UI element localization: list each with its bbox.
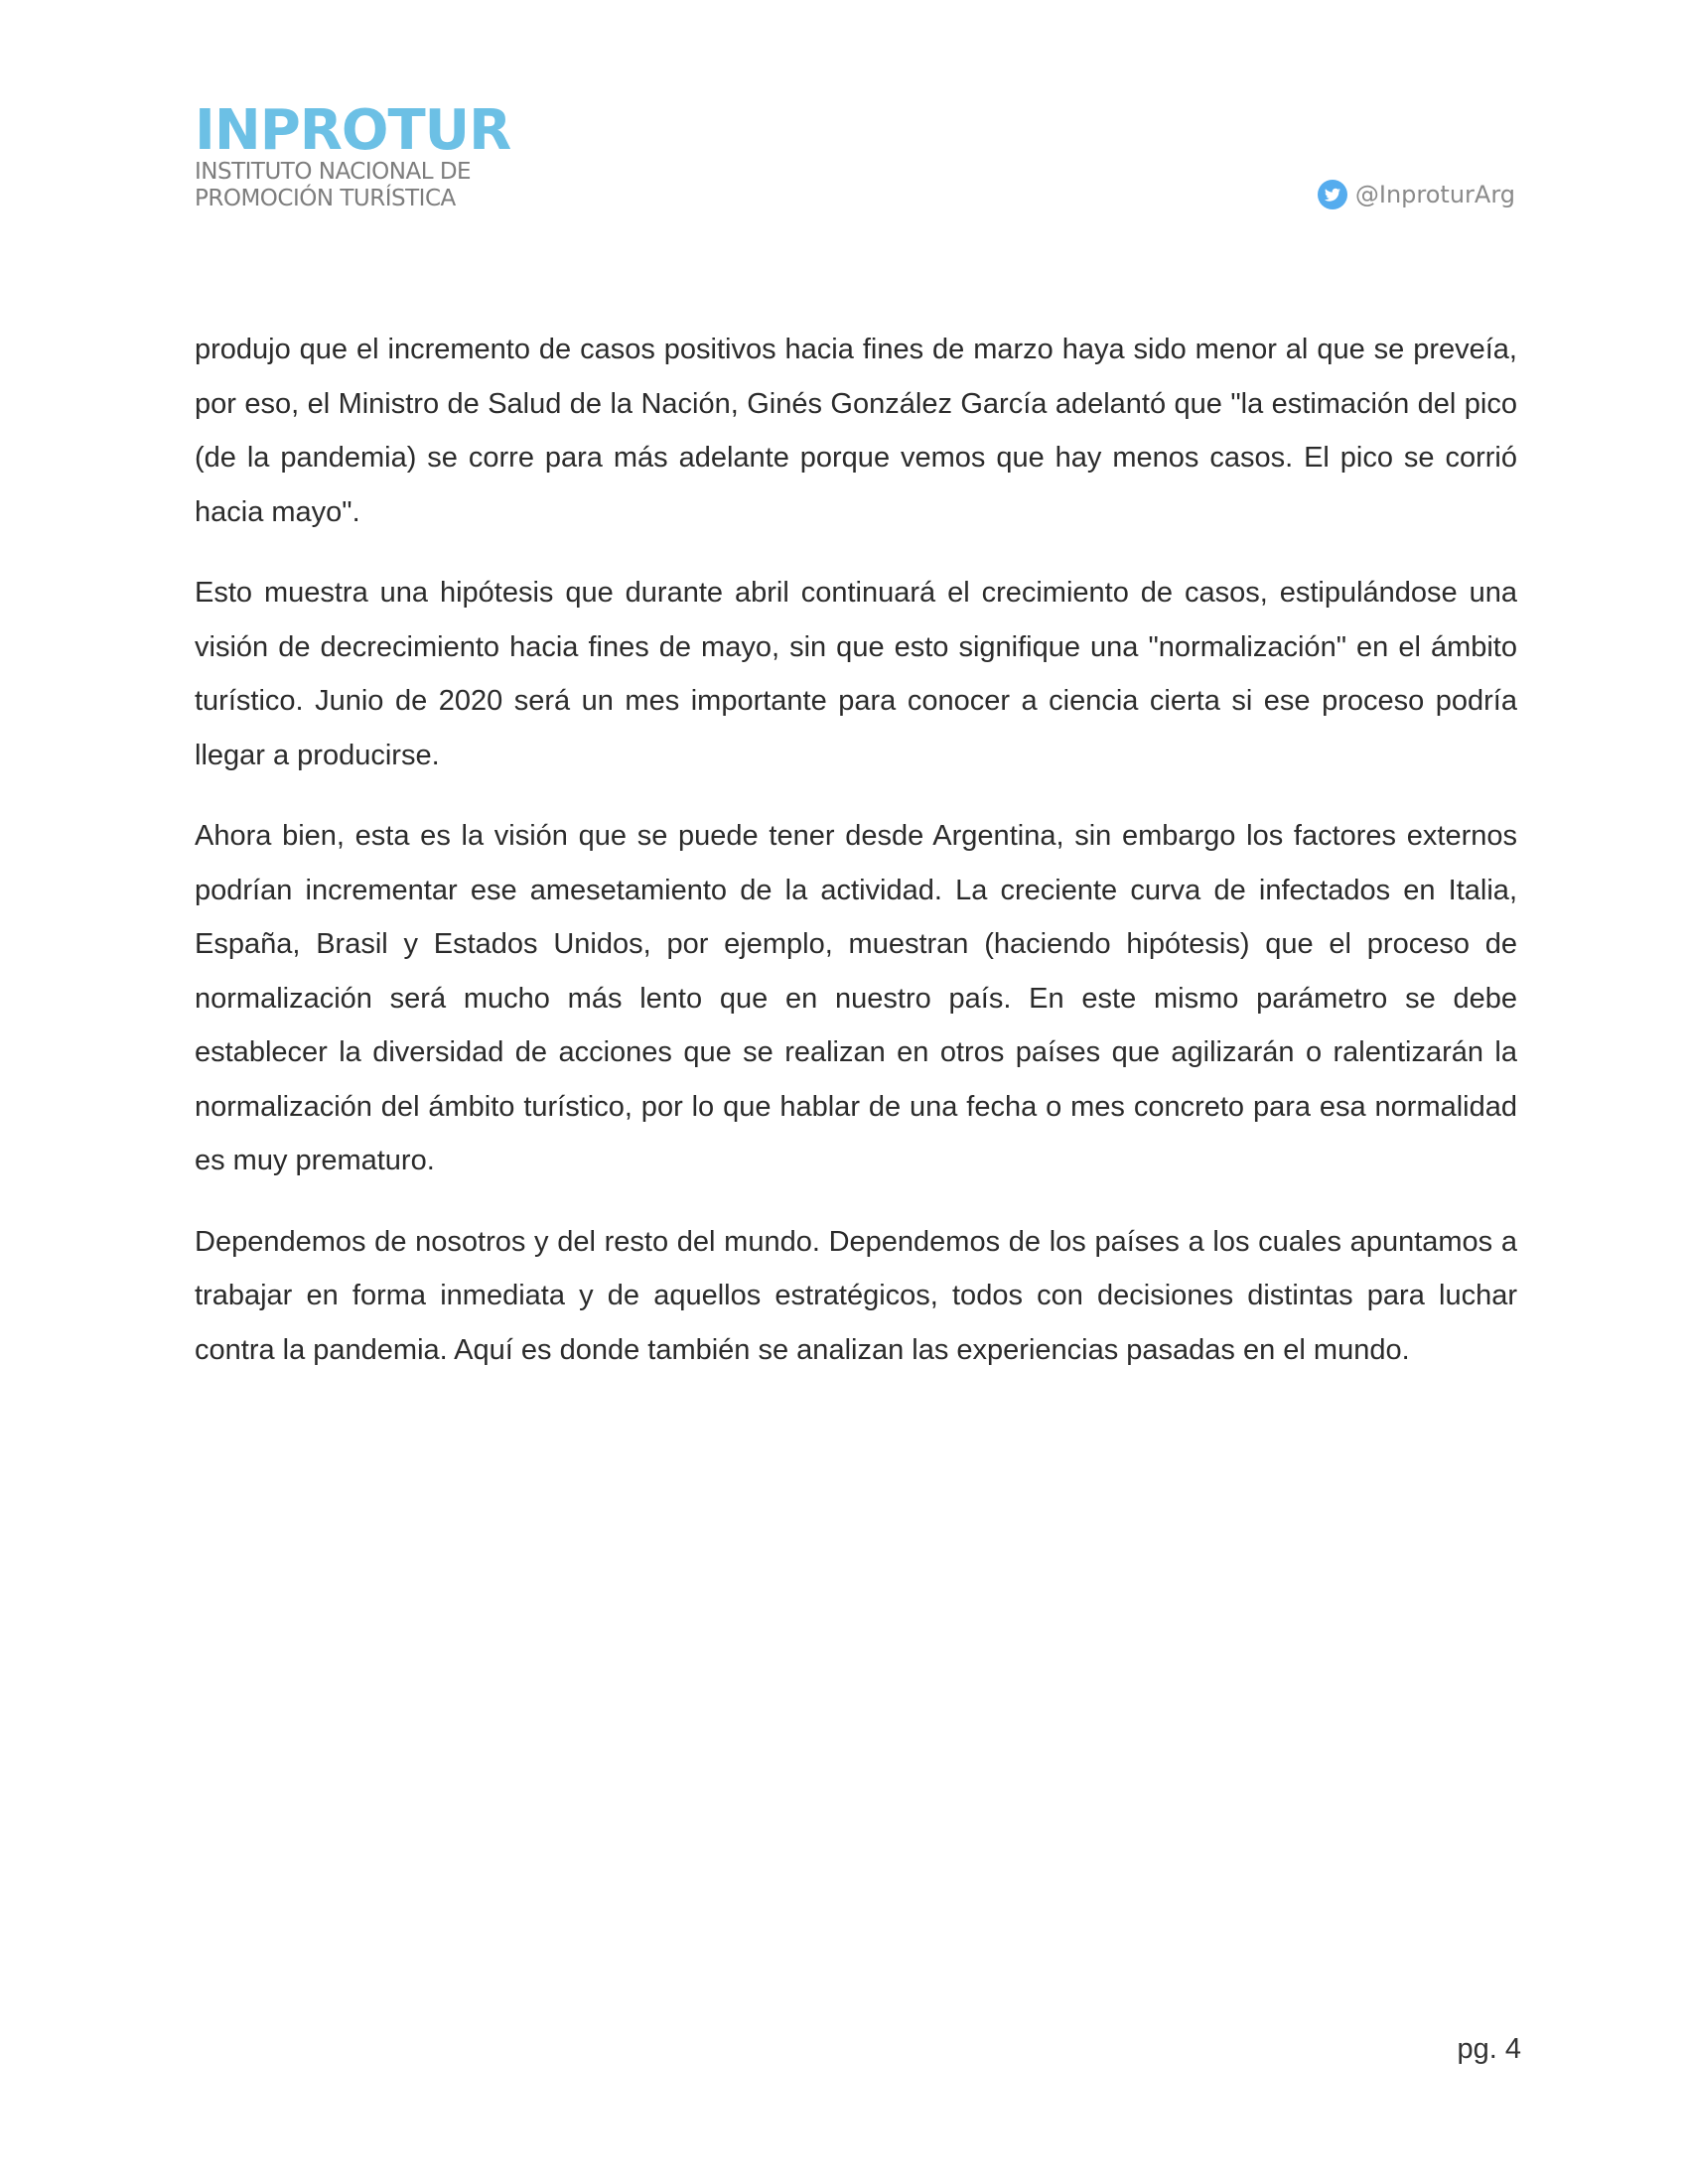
page-header xyxy=(195,98,1515,222)
logo-title: INPROTUR xyxy=(195,98,511,163)
document-body xyxy=(195,323,1517,1404)
logo-subtitle-line2: PROMOCIÓN TURÍSTICA xyxy=(195,186,456,211)
body-paragraph: produjo que el incremento de casos positivos hacia fines de marzo haya sido menor al que se preveía, por eso, el Ministro de Salud de la Nación, Ginés González García adelantó que "la estimación del pico (de la pandemia) se corre para más adelante porque vemos que hay menos casos. El pico se corrió hacia mayo". xyxy=(195,334,1517,528)
page-number: pg. 4 xyxy=(1457,2033,1521,2065)
logo-subtitle-line1: INSTITUTO NACIONAL DE xyxy=(195,159,472,185)
body-paragraph: Dependemos de nosotros y del resto del mundo. Dependemos de los países a los cuales apuntamos a trabajar en forma inmediata y de aquellos estratégicos, todos con decisiones distintas para luchar contra la pandemia. Aquí es donde también se analizan las experiencias pasadas en el mundo. xyxy=(195,1225,1517,1366)
twitter-bird-icon xyxy=(1318,180,1347,209)
twitter-handle-link[interactable] xyxy=(1318,180,1515,209)
body-paragraph: Ahora bien, esta es la visión que se puede tener desde Argentina, sin embargo los factores externos podrían incrementar ese amesetamiento de la actividad. La creciente curva de infectados en Italia, España, Brasil y Estados Unidos, por ejemplo, muestran (haciendo hipótesis) que el proceso de normalización será mucho más lento que en nuestro país. En este mismo parámetro se debe establecer la diversidad de acciones que se realizan en otros países que agilizarán o ralentizarán la normalización del ámbito turístico, por lo que hablar de una fecha o mes concreto para esa normalidad es muy prematuro. xyxy=(195,820,1517,1176)
inprotur-logo xyxy=(195,98,511,212)
body-paragraph: Esto muestra una hipótesis que durante abril continuará el crecimiento de casos, estipulándose una visión de decrecimiento hacia fines de mayo, sin que esto signifique una "normalización" en el ámbito turístico. Junio de 2020 será un mes importante para conocer a ciencia cierta si ese proceso podría llegar a producirse. xyxy=(195,577,1517,771)
twitter-handle[interactable]: @InproturArg xyxy=(1354,181,1515,208)
